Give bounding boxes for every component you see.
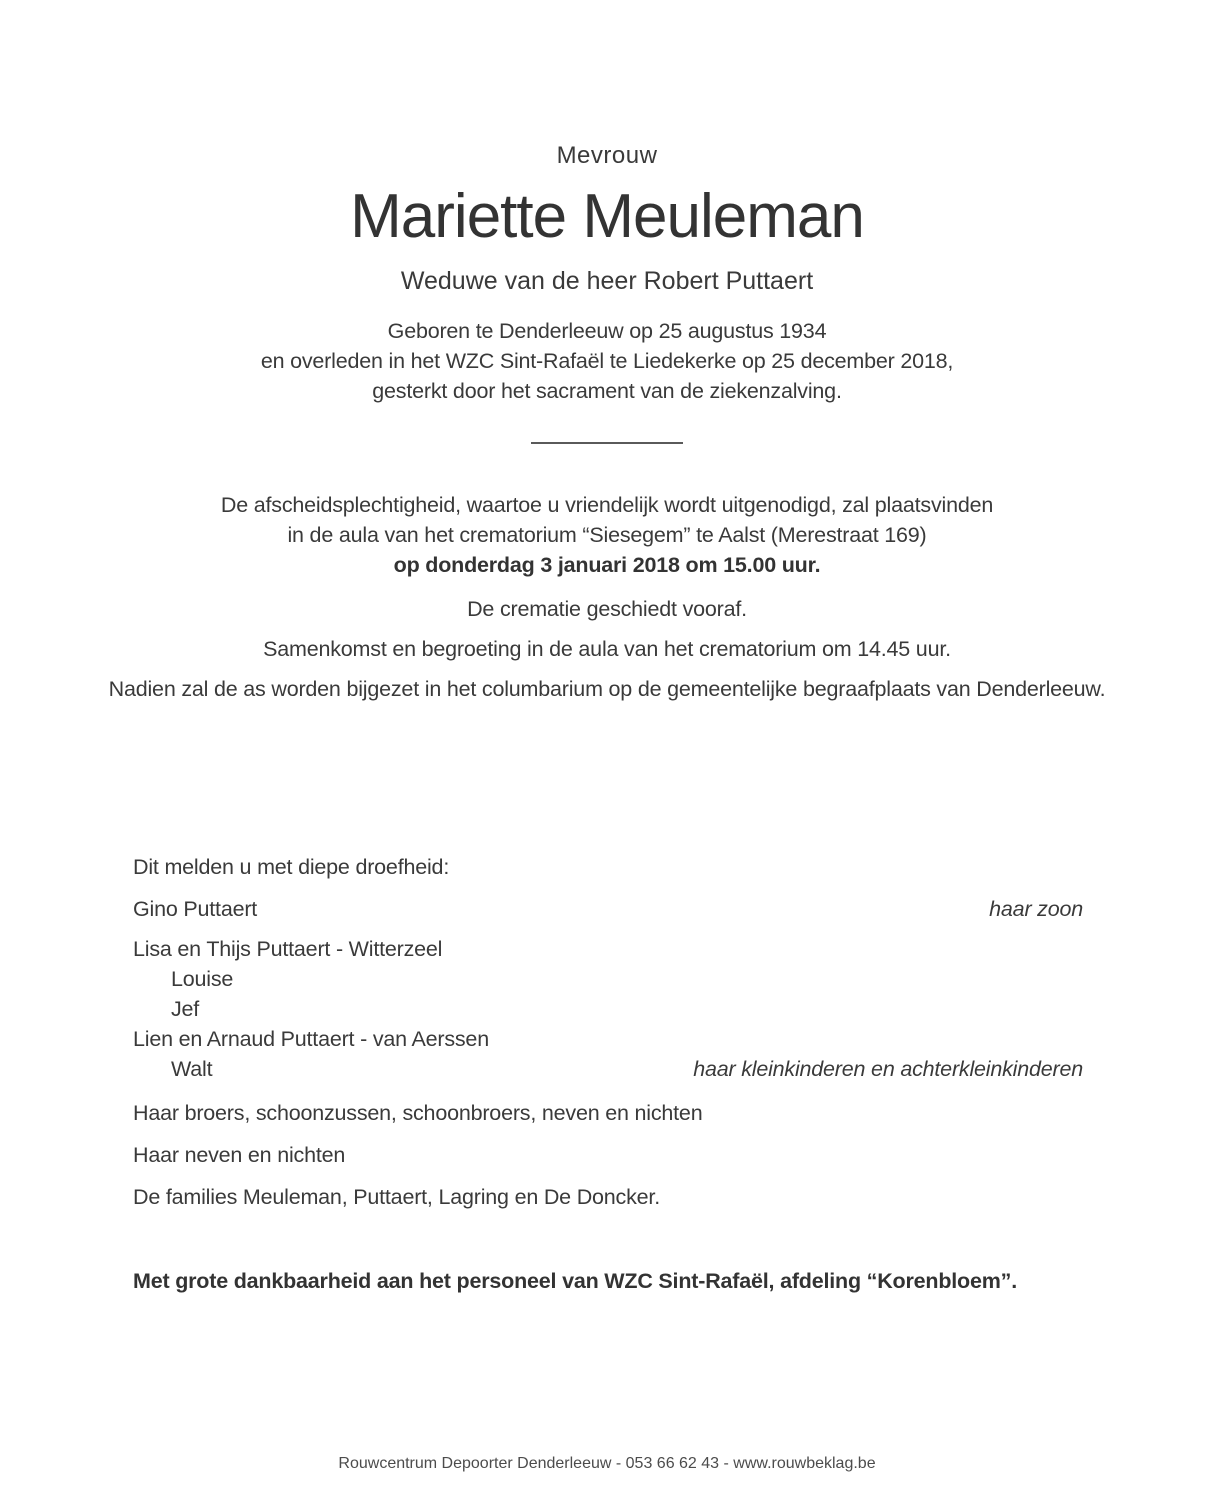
birth-line: Geboren te Denderleeuw op 25 augustus 1934 xyxy=(387,319,827,343)
ceremony-datetime: op donderdag 3 januari 2018 om 15.00 uur. xyxy=(393,553,821,577)
family-member-name: Jef xyxy=(171,997,200,1021)
family-member-name: Lisa en Thijs Puttaert - Witterzeel xyxy=(133,937,443,961)
family-row xyxy=(133,1098,1083,1128)
sacrament-line: gesterkt door het sacrament van de ziekenzalving. xyxy=(372,379,842,403)
family-row xyxy=(133,964,1083,994)
family-member-name: Walt xyxy=(171,1057,213,1081)
divider-line xyxy=(531,442,683,444)
family-row xyxy=(133,1024,1083,1054)
family-row xyxy=(133,994,1083,1024)
birth-death-block xyxy=(0,316,1214,406)
family-intro: Dit melden u met diepe droefheid: xyxy=(133,855,450,879)
columbarium-note: Nadien zal de as worden bijgezet in het columbarium op de gemeentelijke begraafplaats van Denderleeuw. xyxy=(108,677,1106,701)
family-section xyxy=(133,852,1083,1212)
header xyxy=(0,0,1214,406)
grandchildren-group xyxy=(133,934,1083,1084)
family-member-name: De families Meuleman, Puttaert, Lagring en De Doncker. xyxy=(133,1185,660,1209)
family-relation-label: haar zoon xyxy=(989,897,1083,921)
family-member-name: Haar broers, schoonzussen, schoonbroers, neven en nichten xyxy=(133,1101,703,1125)
gathering-note: Samenkomst en begroeting in de aula van het crematorium om 14.45 uur. xyxy=(263,637,951,661)
invitation-line-2: in de aula van het crematorium “Siesegem” te Aalst (Merestraat 169) xyxy=(287,523,927,547)
death-line: en overleden in het WZC Sint-Rafaël te Liedekerke op 25 december 2018, xyxy=(260,349,954,373)
honorific: Mevrouw xyxy=(556,142,658,169)
family-member-name: Gino Puttaert xyxy=(133,897,258,921)
family-row xyxy=(133,1182,1083,1212)
family-member-name: Lien en Arnaud Puttaert - van Aerssen xyxy=(133,1027,489,1051)
ceremony-section xyxy=(0,490,1214,704)
family-row xyxy=(133,894,1083,924)
family-row xyxy=(133,1140,1083,1170)
family-member-name: Haar neven en nichten xyxy=(133,1143,346,1167)
family-relation-label: haar kleinkinderen en achterkleinkinderen xyxy=(693,1057,1083,1081)
invitation-line-1: De afscheidsplechtigheid, waartoe u vriendelijk wordt uitgenodigd, zal plaatsvinden xyxy=(220,493,994,517)
family-row xyxy=(133,934,1083,964)
gratitude-line: Met grote dankbaarheid aan het personeel van WZC Sint-Rafaël, afdeling “Korenbloem”. xyxy=(133,1269,1017,1293)
family-member-name: Louise xyxy=(171,967,234,991)
funeral-home-footer: Rouwcentrum Depoorter Denderleeuw - 053 66 62 43 - www.rouwbeklag.be xyxy=(338,1455,876,1472)
family-row xyxy=(133,1054,1083,1084)
widow-of-line: Weduwe van de heer Robert Puttaert xyxy=(400,267,814,295)
deceased-name: Mariette Meuleman xyxy=(350,182,864,251)
cremation-note: De crematie geschiedt vooraf. xyxy=(467,597,747,621)
